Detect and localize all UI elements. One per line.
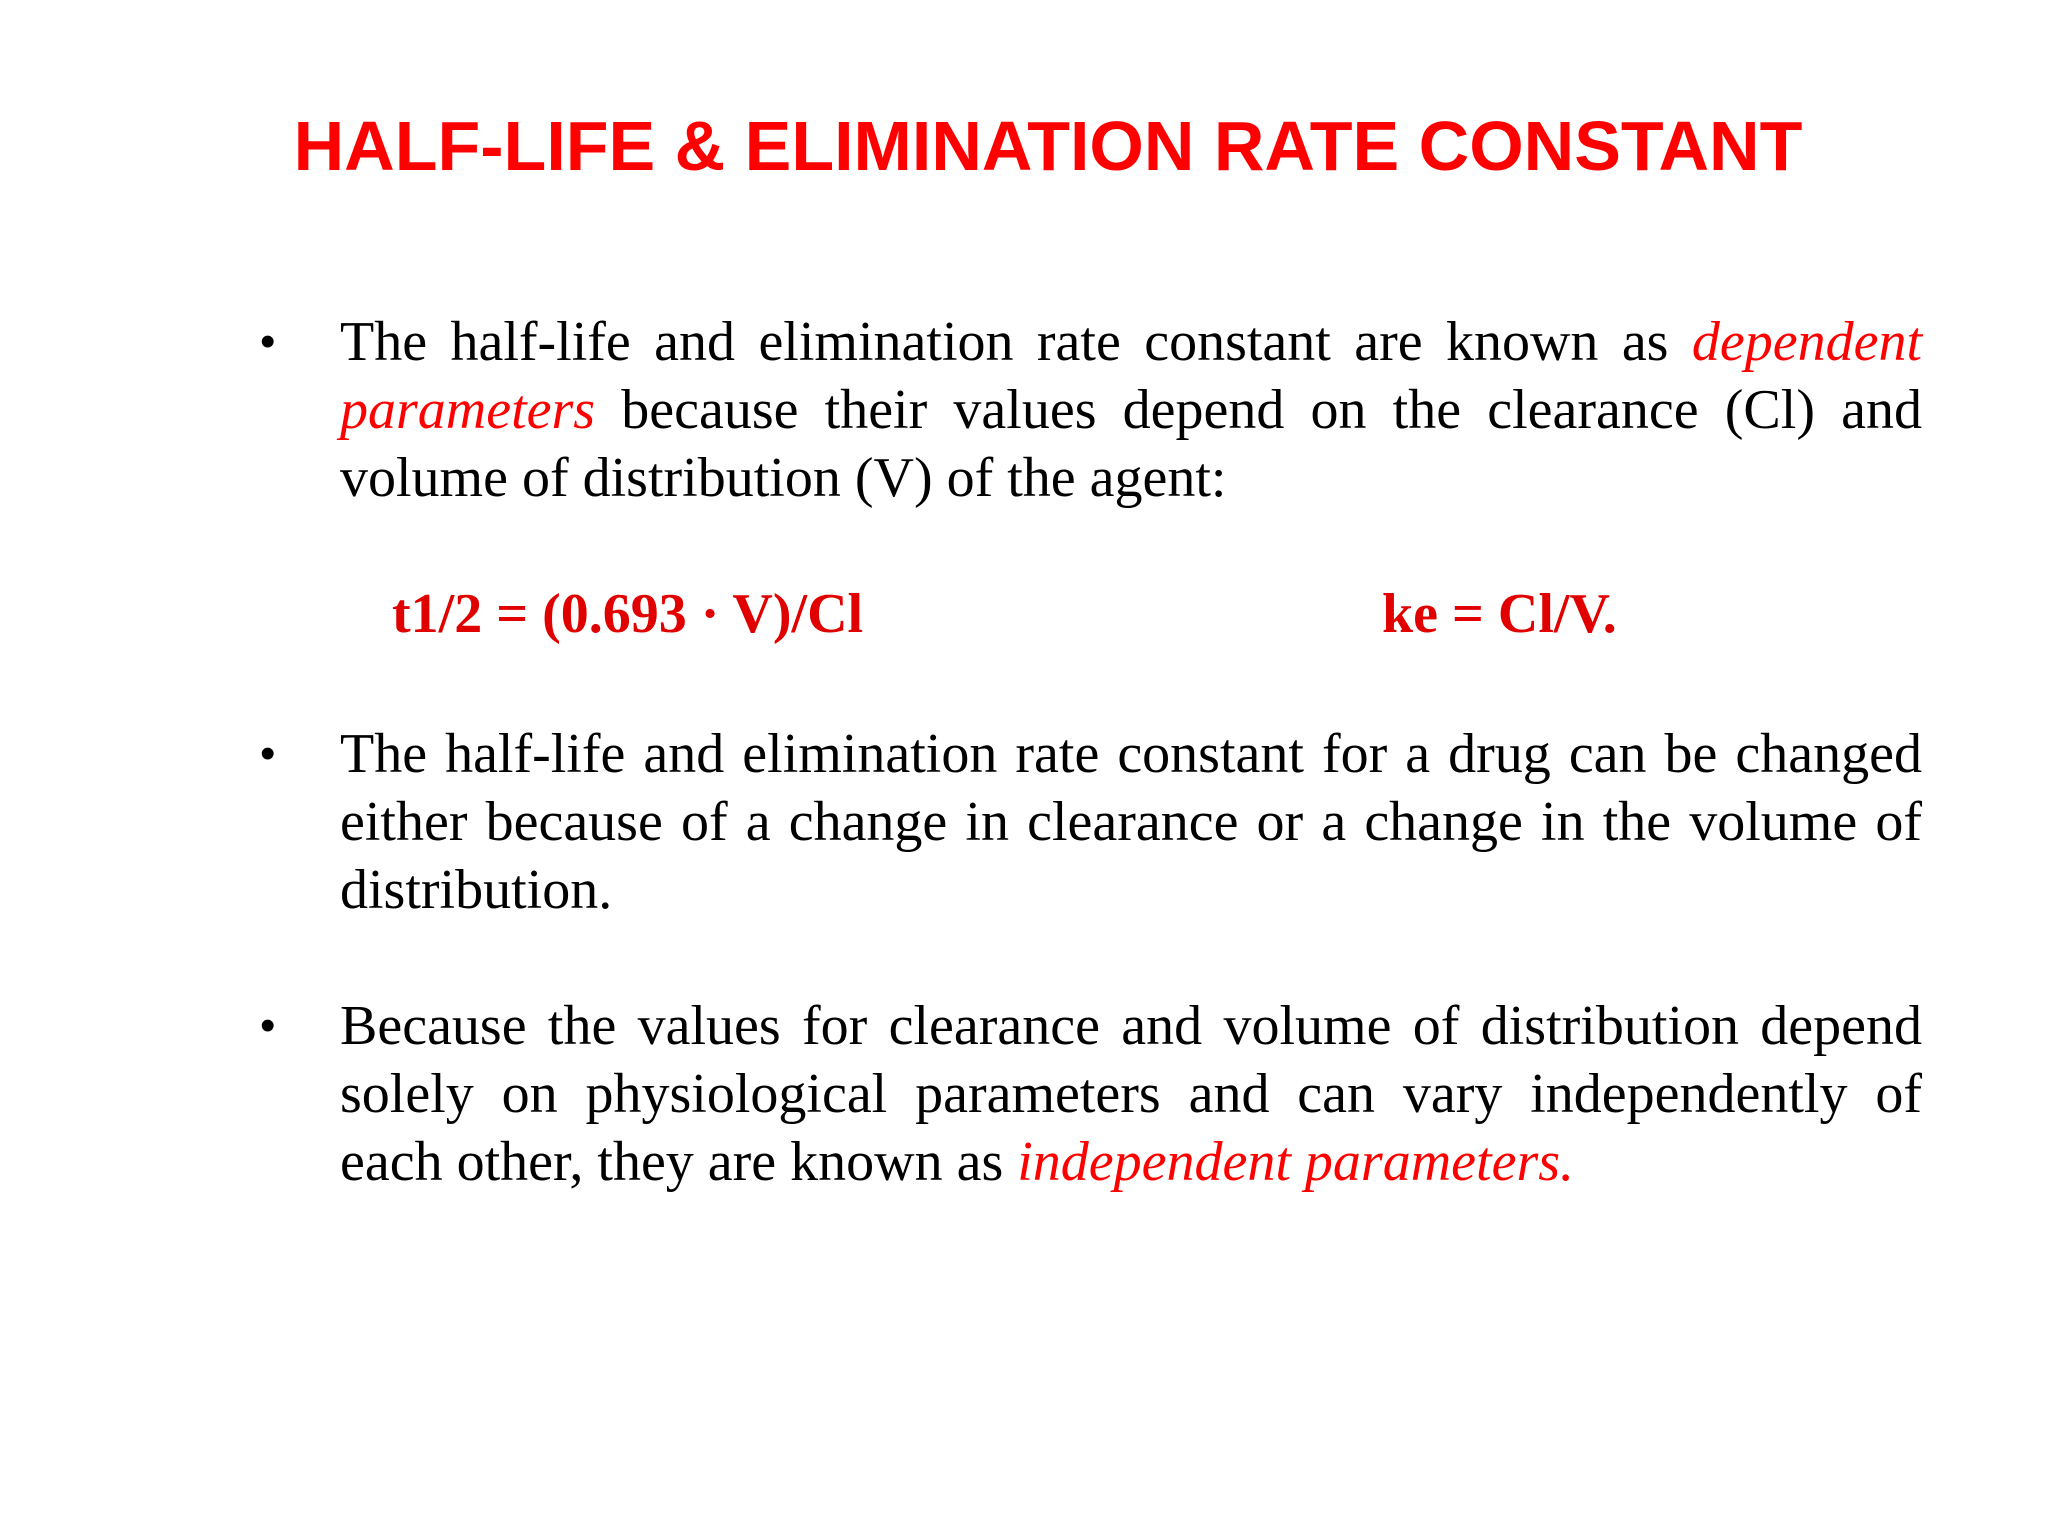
half-life-formula: t1/2 = (0.693 · V)/Cl bbox=[392, 583, 864, 645]
bullet-dependent-parameters bbox=[260, 308, 1922, 512]
bullet-text: because their values depend on the clearance (Cl) and volume of distribution (V) of the agent: bbox=[340, 379, 1922, 509]
bullet-dot: • bbox=[260, 729, 276, 778]
emphasis-independent-parameters: independent parameters. bbox=[1017, 1131, 1575, 1193]
bullet-independent-parameters bbox=[260, 992, 1922, 1196]
elimination-rate-formula: ke = Cl/V. bbox=[1382, 583, 1617, 645]
bullet-dot: • bbox=[260, 317, 276, 366]
bullet-text: Because the values for clearance and volume of distribution depend solely on physiological parameters and can vary independently of each other, they are known as bbox=[340, 995, 1922, 1193]
slide-title: HALF-LIFE & ELIMINATION RATE CONSTANT bbox=[293, 107, 1803, 185]
formula-row bbox=[340, 580, 1922, 648]
bullet-dot: • bbox=[260, 1001, 276, 1050]
emphasis-dependent-parameters: dependent parameters bbox=[340, 311, 1922, 441]
bullet-change-factors bbox=[260, 720, 1922, 924]
bullet-text: The half-life and elimination rate constant for a drug can be changed either because of a change in clearance or a change in the volume of distribution. bbox=[340, 723, 1922, 921]
bullet-text: The half-life and elimination rate constant are known as bbox=[340, 311, 1692, 373]
